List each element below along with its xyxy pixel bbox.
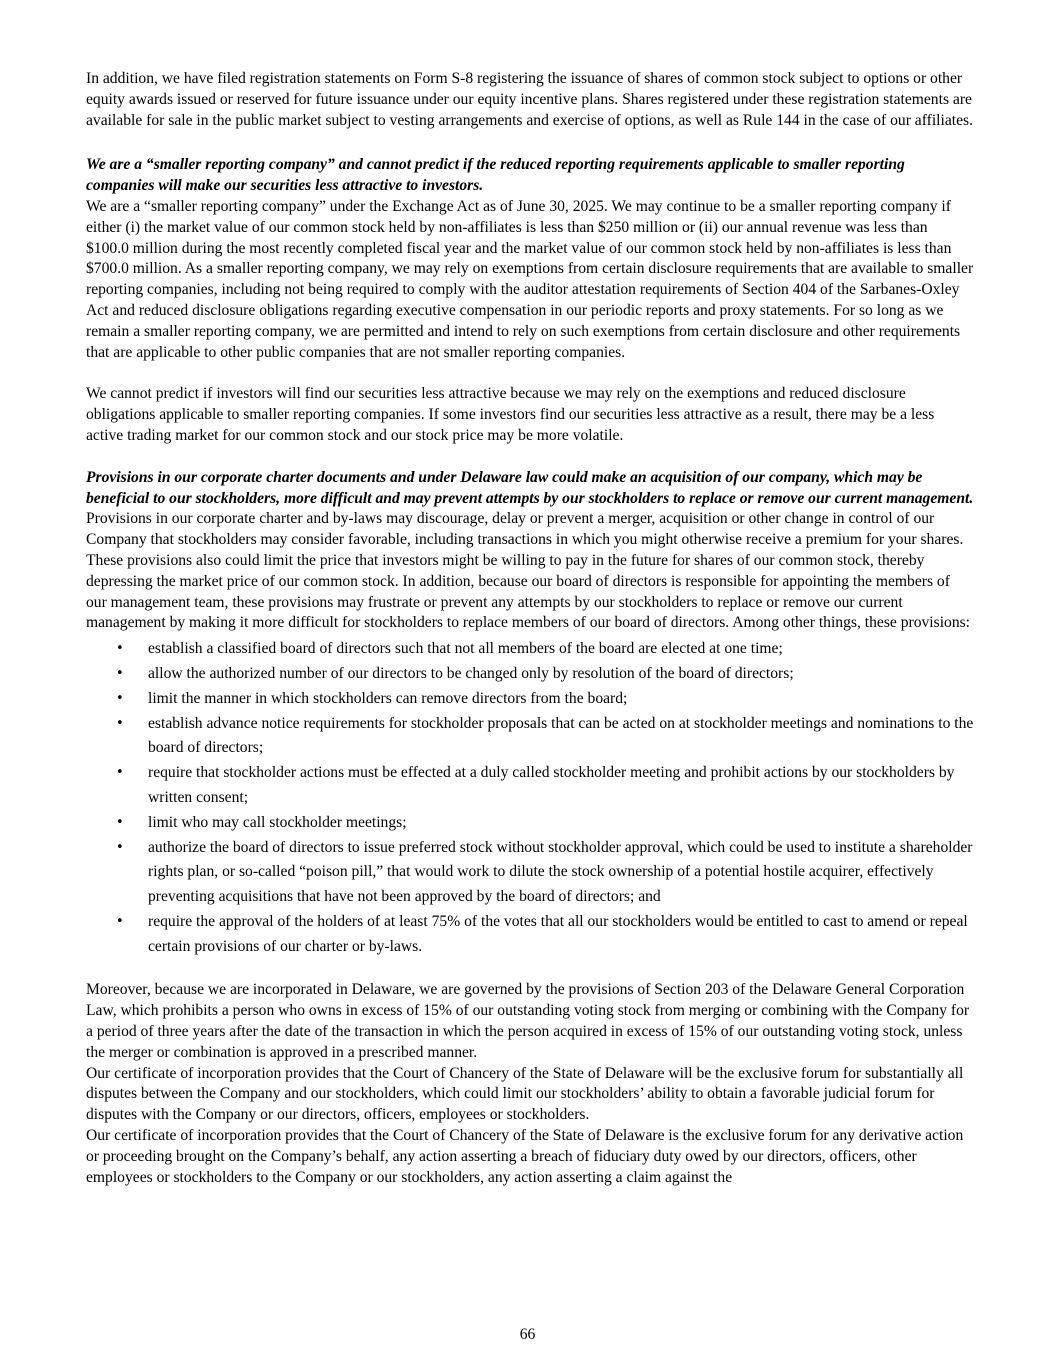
paragraph-section-203: Moreover, because we are incorporated in Delaware, we are governed by the provisions of Section 203 of the Delaware General Corporation Law, which prohibits a person who owns in excess of 15% of our outstanding voting stock from merging or combining with the Company for a period of three years after the date of the transaction in which the person acquired in excess of 15% of our outstanding voting stock, unless the merger or combination is approved in a prescribed manner. (86, 981, 970, 1061)
bullet-icon: • (116, 839, 124, 855)
bullet-text: establish a classified board of directors such that not all members of the board are elected at one time; (148, 640, 783, 658)
bullet-icon: • (116, 814, 124, 830)
bullet-text: limit the manner in which stockholders can remove directors from the board; (148, 689, 628, 707)
bullet-icon: • (116, 665, 124, 681)
heading-smaller-reporting-company: We are a “smaller reporting company” and cannot predict if the reduced reporting requirements applicable to smaller reporting companies will make our securities less attractive to investors. (86, 156, 905, 195)
bullet-text: establish advance notice requirements for stockholder proposals that can be acted on at stockholder meetings and nominations to the board of directors; (148, 714, 974, 757)
bullet-icon: • (116, 641, 124, 657)
heading-delaware-provisions: Provisions in our corporate charter documents and under Delaware law could make an acquisition of our company, which may be beneficial to our stockholders, more difficult and may prevent attempts by our stockholders to replace or remove our current management. (86, 468, 974, 507)
page-number: 66 (519, 1326, 536, 1343)
bullet-text: allow the authorized number of our directors to be changed only by resolution of the board of directors; (148, 664, 794, 682)
provisions-bullet-list (86, 637, 974, 959)
bullet-text: require the approval of the holders of at least 75% of the votes that all our stockholders would be entitled to cast to amend or repeal certain provisions of our charter or by-laws. (148, 912, 968, 955)
paragraph-charter-provisions: Provisions in our corporate charter and by-laws may discourage, delay or prevent a merger, acquisition or other change in control of our Company that stockholders may consider favorable, including transactions in which you might otherwise receive a premium for your shares. These provisions also could limit the price that investors might be willing to pay in the future for shares of our common stock, thereby depressing the market price of our common stock. In addition, because our board of directors is responsible for appointing the members of our management team, these provisions may frustrate or prevent any attempts by our stockholders to replace or remove our current management by making it more difficult for stockholders to replace members of our board of directors. Among other things, these provisions: (86, 510, 971, 632)
bullet-icon: • (116, 913, 124, 929)
bullet-text: authorize the board of directors to issue preferred stock without stockholder approval, which could be used to institute a shareholder rights plan, or so-called “poison pill,” that would work to dilute the stock ownership of a potential hostile acquirer, effectively preventing acquisitions that have not been approved by the board of directors; and (148, 838, 973, 906)
bullet-item (86, 712, 974, 762)
bullet-item (86, 662, 974, 687)
paragraph-form-s8: In addition, we have filed registration statements on Form S-8 registering the issuance of shares of common stock subject to options or other equity awards issued or reserved for future issuance under our equity incentive plans. Shares registered under these registration statements are available for sale in the public market subject to vesting arrangements and exercise of options, as well as Rule 144 in the case of our affiliates. (86, 70, 973, 129)
bullet-item (86, 836, 974, 910)
bullet-text: limit who may call stockholder meetings; (148, 813, 407, 831)
bullet-item (86, 761, 974, 811)
bullet-icon: • (116, 715, 124, 731)
bullet-item (86, 910, 974, 960)
paragraph-investors-less-attractive: We cannot predict if investors will find our securities less attractive because we may rely on the exemptions and reduced disclosure obligations applicable to smaller reporting companies. If some investors find our securities less attractive as a result, there may be a less active trading market for our common stock and our stock price may be more volatile. (86, 385, 935, 444)
bullet-icon: • (116, 765, 124, 781)
paragraph-court-of-chancery: Our certificate of incorporation provides that the Court of Chancery of the State of Delaware is the exclusive forum for any derivative action or proceeding brought on the Company’s behalf, any action asserting a breach of fiduciary duty owed by our directors, officers, other employees or stockholders to the Company or our stockholders, any action asserting a claim against the (86, 1127, 964, 1186)
bullet-icon: • (116, 690, 124, 706)
paragraph-smaller-reporting-company: We are a “smaller reporting company” under the Exchange Act as of June 30, 2025. We may continue to be a smaller reporting company if either (i) the market value of our common stock held by non-affiliates is less than $250 million or (ii) our annual revenue was less than $100.0 million during the most recently completed fiscal year and the market value of our common stock held by non-affiliates is less than $700.0 million. As a smaller reporting company, we may rely on exemptions from certain disclosure requirements that are available to smaller reporting companies, including not being required to comply with the auditor attestation requirements of Section 404 of the Sarbanes-Oxley Act and reduced disclosure obligations regarding executive compensation in our periodic reports and proxy statements. For so long as we remain a smaller reporting company, we are permitted and intend to rely on such exemptions from certain disclosure and other requirements that are applicable to other public companies that are not smaller reporting companies. (86, 197, 974, 361)
bullet-item (86, 687, 974, 712)
bullet-text: require that stockholder actions must be effected at a duly called stockholder meeting and prohibit actions by our stockholders by written consent; (148, 764, 955, 806)
paragraph-exclusive-forum: Our certificate of incorporation provides that the Court of Chancery of the State of Delaware will be the exclusive forum for substantially all disputes between the Company and our stockholders, which could limit our stockholders’ ability to obtain a favorable judicial forum for disputes with the Company or our directors, officers, employees or stockholders. (86, 1064, 964, 1124)
document-page (86, 0, 974, 1188)
bullet-item (86, 811, 974, 836)
bullet-item (86, 637, 974, 662)
